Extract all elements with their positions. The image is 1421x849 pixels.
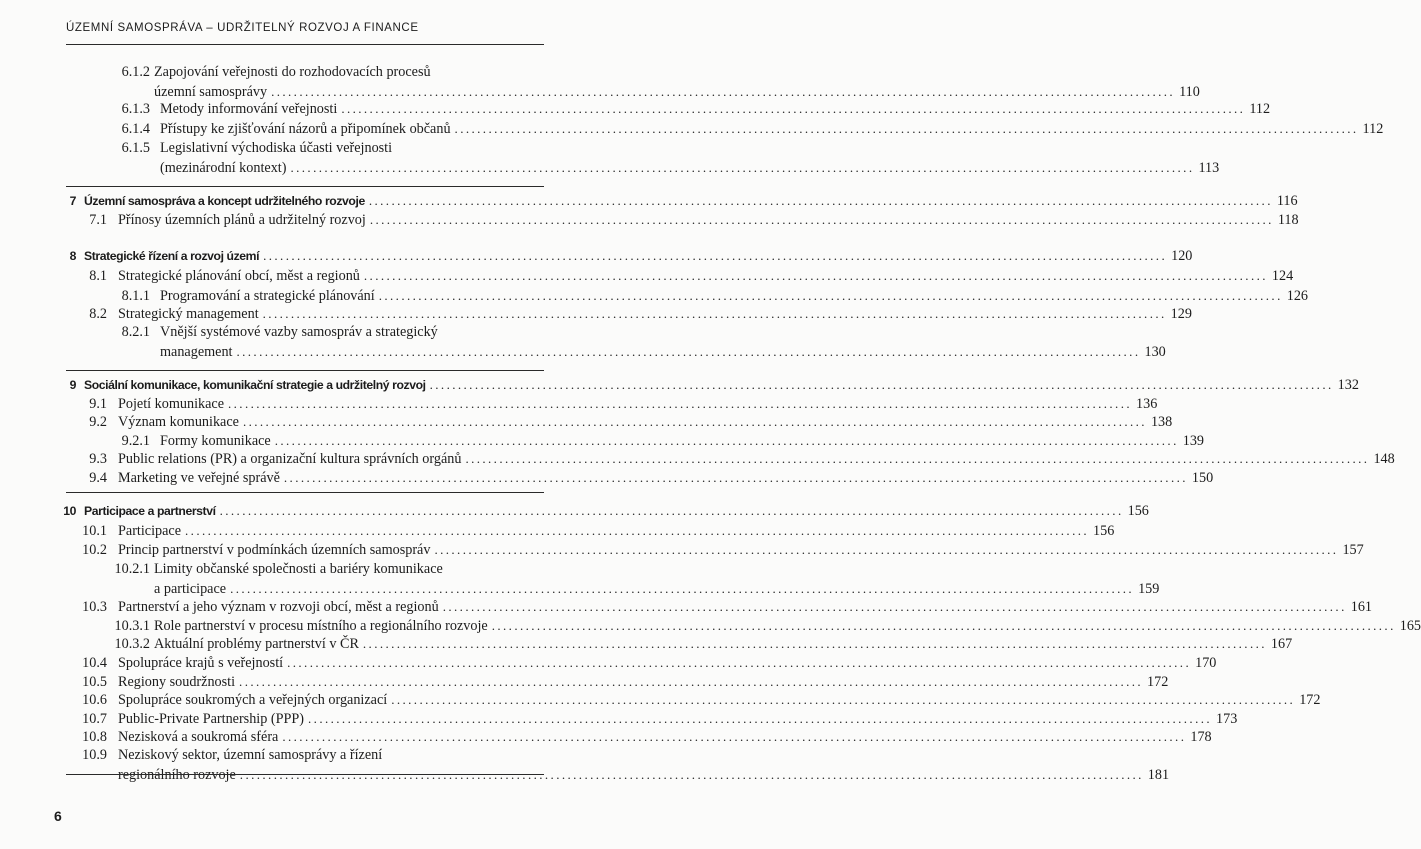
toc-entry-title: Partnerství a jeho význam v rozvoji obcí, měst a regionů: [118, 599, 439, 615]
toc-entry-title: regionálního rozvoje: [118, 767, 236, 783]
toc-entry-number: 10.2: [82, 542, 107, 558]
dot-leader: ................................................................................................................................................................: [290, 160, 1195, 175]
toc-page-number: 120: [1171, 248, 1193, 264]
toc-entry: [0, 597, 1372, 617]
toc-entry-number: 6.1.4: [121, 121, 150, 137]
toc-entry: [0, 521, 1115, 541]
dot-leader: ................................................................................................................................................................: [239, 767, 1144, 782]
dot-leader: ................................................................................................................................................................: [442, 599, 1347, 614]
toc-entry-number: 10.1: [82, 523, 107, 539]
toc-entry: [0, 690, 1321, 710]
toc-page-number: 112: [1249, 101, 1271, 117]
toc-entry-title: Spolupráce soukromých a veřejných organizací: [118, 692, 388, 708]
toc-entry-title: Strategické plánování obcí, měst a regionů: [118, 268, 360, 284]
dot-leader: ................................................................................................................................................................: [230, 581, 1135, 596]
toc-entry: [0, 266, 1294, 286]
dot-leader: ................................................................................................................................................................: [274, 433, 1179, 448]
toc-page-number: 138: [1150, 414, 1173, 430]
header-rule: [66, 44, 544, 45]
toc-entry-continuation: [0, 765, 1170, 785]
toc-page-number: 156: [1127, 503, 1149, 519]
toc-entry-number: 6.1.3: [121, 101, 150, 117]
toc-entry-number: 10.5: [82, 674, 107, 690]
toc-entry-title: Přínosy územních plánů a udržitelný rozvoj: [118, 212, 366, 228]
toc-page-number: 112: [1362, 121, 1384, 137]
toc-entry-title: Role partnerství v procesu místního a regionálního rozvoje: [154, 618, 488, 634]
toc-entry-title: Princip partnerství v podmínkách územních samospráv: [118, 542, 431, 558]
toc-entry: [0, 616, 1421, 636]
running-header: ÚZEMNÍ SAMOSPRÁVA – UDRŽITELNÝ ROZVOJ A FINANCE: [66, 22, 419, 34]
dot-leader: ................................................................................................................................................................: [363, 268, 1268, 283]
toc-entry-number: 10.7: [82, 711, 107, 727]
dot-leader: ................................................................................................................................................................: [362, 636, 1267, 651]
toc-entry-title: Participace a partnerství: [84, 504, 216, 518]
toc-chapter: [0, 375, 1359, 395]
toc-entry-number: 10.8: [82, 729, 107, 745]
toc-entry-title: Sociální komunikace, komunikační strategie a udržitelný rozvoj: [84, 378, 426, 392]
toc-entry-title: Programování a strategické plánování: [160, 288, 375, 304]
toc-entry-number: 10.6: [82, 692, 107, 708]
dot-leader: ................................................................................................................................................................: [236, 344, 1141, 359]
toc-page-number: 181: [1147, 767, 1170, 783]
toc-page-number: 157: [1342, 542, 1364, 558]
toc-entry: [0, 449, 1395, 469]
toc-entry-number: 6.1.5: [121, 140, 150, 156]
toc-page-number: 129: [1170, 306, 1192, 322]
toc-entry: [0, 672, 1169, 692]
toc-page-number: 118: [1277, 212, 1299, 228]
toc-entry-number: 7.1: [89, 212, 107, 228]
toc-entry-title: (mezinárodní kontext): [160, 160, 287, 176]
toc-entry-title: Územní samospráva a koncept udržitelného rozvoje: [84, 194, 365, 208]
toc-entry: [0, 138, 600, 158]
toc-entry: [0, 62, 600, 82]
toc-page-number: 124: [1271, 268, 1294, 284]
dot-leader: ................................................................................................................................................................: [378, 288, 1283, 303]
toc-page-number: 173: [1216, 711, 1238, 727]
toc-page-number: 150: [1191, 470, 1214, 486]
page-number: 6: [54, 808, 62, 824]
dot-leader: ................................................................................................................................................................: [308, 711, 1213, 726]
dot-leader: ................................................................................................................................................................: [262, 306, 1167, 321]
toc-entry-number: 8: [69, 249, 76, 263]
toc-page-number: 136: [1136, 396, 1158, 412]
toc-entry-number: 9.1: [89, 396, 107, 412]
toc-entry-number: 9.3: [89, 451, 107, 467]
dot-leader: ................................................................................................................................................................: [263, 248, 1168, 263]
toc-page-number: 126: [1286, 288, 1308, 304]
toc-entry-title: Pojetí komunikace: [118, 396, 224, 412]
toc-entry: [0, 210, 1299, 230]
toc-entry-title: Participace: [118, 523, 182, 539]
toc-entry-title: územní samosprávy: [154, 84, 268, 100]
toc-page-number: 159: [1138, 581, 1160, 597]
toc-entry: [0, 653, 1217, 673]
toc-entry: [0, 119, 1384, 139]
toc-entry-number: 8.2: [89, 306, 107, 322]
toc-entry-title: Marketing ve veřejné správě: [118, 470, 280, 486]
toc-page-number: 161: [1350, 599, 1372, 615]
dot-leader: ................................................................................................................................................................: [391, 692, 1296, 707]
toc-entry: [0, 540, 1364, 560]
toc-entry-number: 8.1.1: [121, 288, 150, 304]
dot-leader: ................................................................................................................................................................: [239, 674, 1144, 689]
toc-entry-number: 7: [69, 194, 76, 208]
toc-entry-number: 8.2.1: [121, 324, 150, 340]
toc-entry-title: Public-Private Partnership (PPP): [118, 711, 305, 727]
toc-entry-title: Regiony soudržnosti: [118, 674, 236, 690]
toc-entry-title: Public relations (PR) a organizační kultura správních orgánů: [118, 451, 462, 467]
toc-entry-number: 6.1.2: [121, 64, 150, 80]
toc-page-number: 116: [1276, 193, 1298, 209]
toc-entry: [0, 559, 600, 579]
toc-entry-number: 8.1: [89, 268, 107, 284]
toc-page-number: 170: [1195, 655, 1217, 671]
toc-entry-title: Formy komunikace: [160, 433, 271, 449]
dot-leader: ................................................................................................................................................................: [242, 414, 1147, 429]
dot-leader: ................................................................................................................................................................: [368, 193, 1273, 208]
dot-leader: ................................................................................................................................................................: [491, 618, 1396, 633]
toc-page-number: 172: [1147, 674, 1169, 690]
toc-page-number: 178: [1190, 729, 1212, 745]
toc-entry: [0, 304, 1192, 324]
toc-entry: [0, 99, 1271, 119]
toc-entry-title: Strategický management: [118, 306, 259, 322]
toc-page-number: 132: [1337, 377, 1359, 393]
toc-entry-title: Neziskový sektor, územní samosprávy a řízení: [118, 747, 383, 763]
toc-entry-number: 10.3: [82, 599, 107, 615]
toc-chapter: [0, 246, 1193, 266]
toc-entry: [0, 468, 1214, 488]
chapter-divider: [66, 186, 544, 187]
toc-entry-title: management: [160, 344, 233, 360]
dot-leader: ................................................................................................................................................................: [465, 451, 1370, 466]
toc-page-number: 167: [1270, 636, 1293, 652]
toc-page-number: 113: [1198, 160, 1220, 176]
toc-entry-number: 10.4: [82, 655, 107, 671]
toc-page-number: 139: [1182, 433, 1205, 449]
toc-entry: [0, 634, 1293, 654]
toc-entry-number: 10: [63, 504, 76, 518]
footer-rule: [66, 774, 544, 775]
toc-entry-number: 10.3.1: [114, 618, 150, 634]
toc-entry-continuation: [0, 342, 1166, 362]
toc-entry-number: 10.9: [82, 747, 107, 763]
toc-entry-title: Aktuální problémy partnerství v ČR: [154, 636, 359, 652]
toc-entry-continuation: [0, 579, 1160, 599]
toc-entry: [0, 394, 1158, 414]
dot-leader: ................................................................................................................................................................: [228, 396, 1132, 411]
toc-entry: [0, 412, 1173, 432]
dot-leader: ................................................................................................................................................................: [434, 542, 1339, 557]
toc-entry-continuation: [0, 158, 1220, 178]
toc-entry: [0, 431, 1205, 451]
toc-page-number: 130: [1144, 344, 1166, 360]
dot-leader: ................................................................................................................................................................: [429, 377, 1334, 392]
toc-entry-number: 9.2: [89, 414, 107, 430]
toc-entry-title: Přístupy ke zjišťování názorů a připomínek občanů: [160, 121, 451, 137]
dot-leader: ................................................................................................................................................................: [369, 212, 1274, 227]
toc-entry-title: a participace: [154, 581, 227, 597]
toc-entry-number: 10.3.2: [114, 636, 150, 652]
toc-entry-number: 9.4: [89, 470, 107, 486]
toc-page-number: 172: [1299, 692, 1321, 708]
toc-page-number: 148: [1373, 451, 1395, 467]
toc-chapter: [0, 191, 1298, 211]
toc-entry-title: Nezisková a soukromá sféra: [118, 729, 279, 745]
toc-entry-number: 9.2.1: [121, 433, 150, 449]
toc-entry: [0, 745, 600, 765]
toc-entry: [0, 322, 600, 342]
dot-leader: ................................................................................................................................................................: [271, 84, 1176, 99]
toc-page-number: 110: [1179, 84, 1200, 100]
toc-entry-title: Vnější systémové vazby samospráv a strategický: [160, 324, 438, 340]
chapter-divider: [66, 370, 544, 371]
toc-entry: [0, 709, 1238, 729]
toc-page-number: 156: [1093, 523, 1115, 539]
toc-entry-title: Limity občanské společnosti a bariéry komunikace: [154, 561, 443, 577]
dot-leader: ................................................................................................................................................................: [283, 470, 1188, 485]
toc-entry: [0, 286, 1308, 306]
toc-entry-title: Metody informování veřejnosti: [160, 101, 338, 117]
toc-entry-title: Strategické řízení a rozvoj území: [84, 249, 260, 263]
toc-page-number: 165: [1399, 618, 1421, 634]
chapter-divider: [66, 492, 544, 493]
dot-leader: ................................................................................................................................................................: [287, 655, 1192, 670]
toc-entry-title: Spolupráce krajů s veřejností: [118, 655, 284, 671]
toc-entry-title: Význam komunikace: [118, 414, 239, 430]
toc-chapter: [0, 501, 1149, 521]
toc-entry-number: 9: [69, 378, 76, 392]
dot-leader: ................................................................................................................................................................: [219, 503, 1124, 518]
toc-entry: [0, 727, 1212, 747]
toc-entry-title: Zapojování veřejnosti do rozhodovacích procesů: [154, 64, 431, 80]
dot-leader: ................................................................................................................................................................: [282, 729, 1187, 744]
dot-leader: ................................................................................................................................................................: [185, 523, 1090, 538]
toc-entry-title: Legislativní východiska účasti veřejnosti: [160, 140, 393, 156]
dot-leader: ................................................................................................................................................................: [341, 101, 1246, 116]
dot-leader: ................................................................................................................................................................: [454, 121, 1359, 136]
toc-entry-number: 10.2.1: [114, 561, 150, 577]
